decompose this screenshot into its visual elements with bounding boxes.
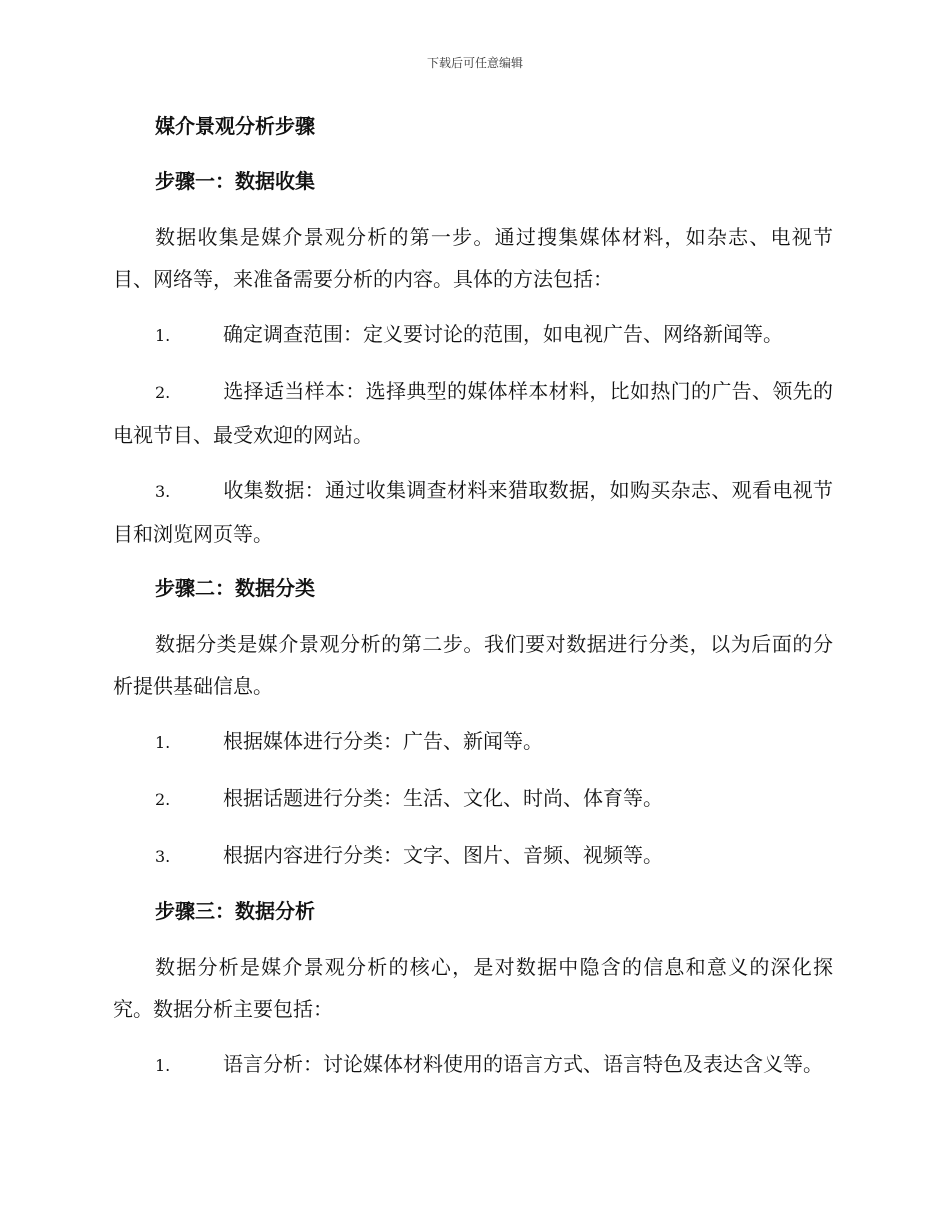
list-number: 3. [155, 847, 171, 866]
list-number: 1. [155, 1056, 171, 1075]
list-item [113, 834, 833, 878]
list-text: 根据内容进行分类：文字、图片、音频、视频等。 [223, 843, 663, 867]
section-step-2 [113, 568, 833, 878]
section-heading: 步骤二：数据分类 [155, 576, 315, 600]
list-number: 1. [155, 326, 171, 345]
section-heading: 步骤一：数据收集 [155, 169, 315, 193]
document-body [113, 106, 833, 1100]
list-text: 语言分析：讨论媒体材料使用的语言方式、语言特色及表达含义等。 [223, 1052, 823, 1076]
section-step-3 [113, 891, 833, 1087]
section-step-1 [113, 161, 833, 555]
list-text: 根据媒体进行分类：广告、新闻等。 [223, 729, 543, 753]
list-text: 收集数据：通过收集调查材料来猎取数据，如购买杂志、观看电视节目和浏览网页等。 [113, 478, 833, 546]
list-number: 3. [155, 482, 171, 501]
section-intro: 数据分析是媒介景观分析的核心，是对数据中隐含的信息和意义的深化探究。数据分析主要包括： [113, 955, 833, 1021]
list-number: 2. [155, 383, 171, 402]
list-text: 根据话题进行分类：生活、文化、时尚、体育等。 [223, 786, 663, 810]
list-item [113, 720, 833, 764]
list-item [113, 313, 833, 357]
list-item [113, 370, 833, 456]
section-intro: 数据收集是媒介景观分析的第一步。通过搜集媒体材料，如杂志、电视节目、网络等，来准备需要分析的内容。具体的方法包括： [113, 225, 833, 291]
list-item [113, 777, 833, 821]
list-text: 选择适当样本：选择典型的媒体样本材料，比如热门的广告、领先的电视节目、最受欢迎的网站。 [113, 379, 833, 447]
list-text: 确定调查范围：定义要讨论的范围，如电视广告、网络新闻等。 [223, 322, 783, 346]
section-intro: 数据分类是媒介景观分析的第二步。我们要对数据进行分类，以为后面的分析提供基础信息。 [113, 632, 833, 698]
document-title: 媒介景观分析步骤 [155, 114, 315, 138]
list-number: 1. [155, 733, 171, 752]
list-item [113, 469, 833, 555]
page-header: 下载后可任意编辑 [426, 56, 523, 70]
list-number: 2. [155, 790, 171, 809]
section-heading: 步骤三：数据分析 [155, 899, 315, 923]
list-item [113, 1043, 833, 1087]
